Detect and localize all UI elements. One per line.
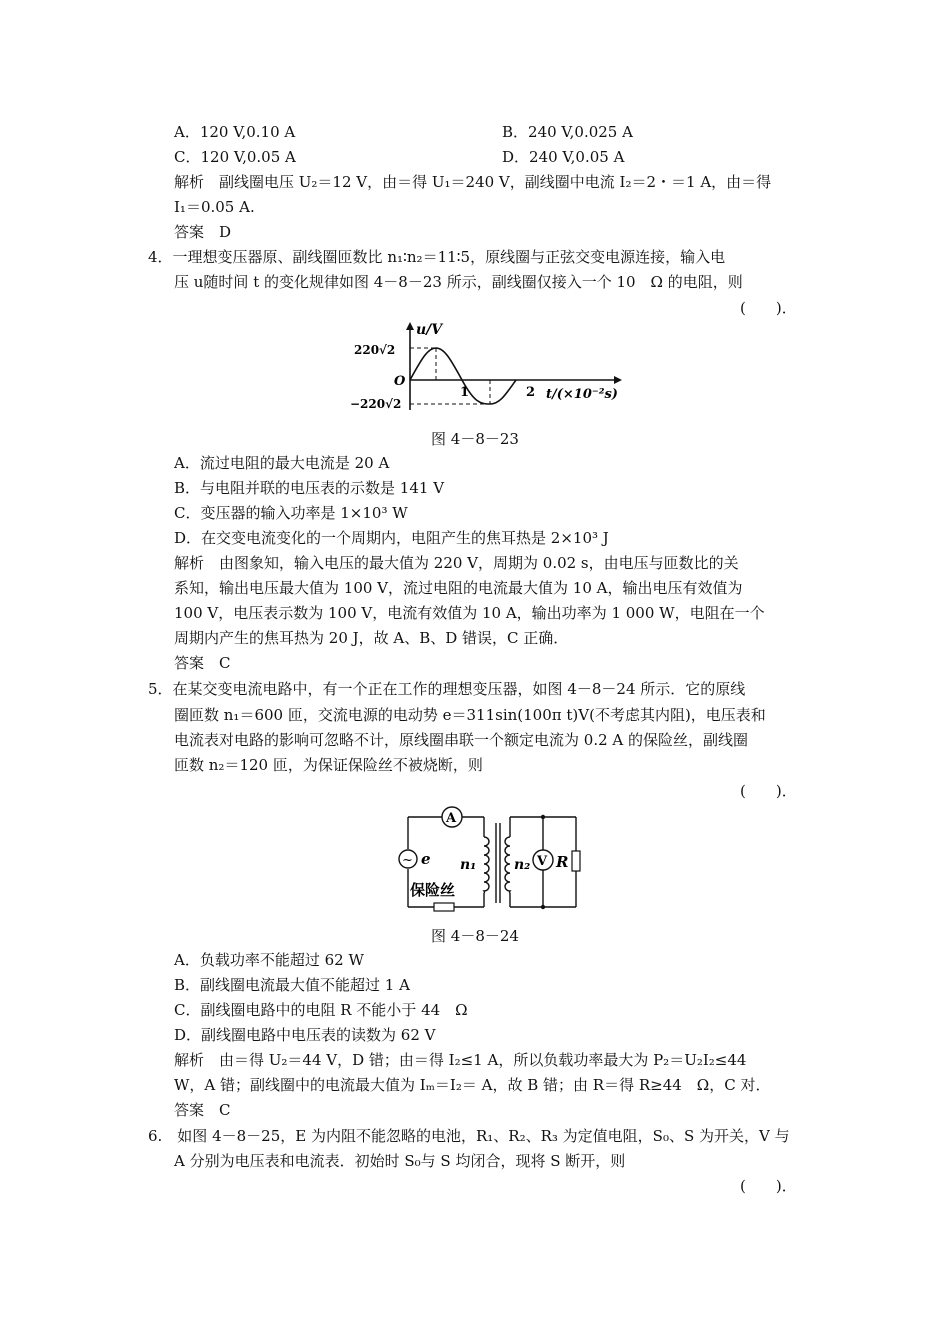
figure-y-max-label: 220√2: [354, 343, 396, 357]
q4-stem-line-2: 压 u随时间 t 的变化规律如图 4－8－23 所示，副线圈仅接入一个 10 Ω 的电阻，则: [174, 273, 743, 291]
q4-analysis-line-4: 周期内产生的焦耳热为 20 J，故 A、B、D 错误，C 正确．: [174, 629, 569, 647]
q5-analysis-line-2: W，A 错；副线圈中的电流最大值为 Iₘ＝I₂＝ A，故 B 错；由 R＝得 R≥44 Ω，C 对．: [174, 1076, 771, 1094]
figure-4-8-23: [350, 318, 640, 418]
q3-answer: 答案 D: [174, 223, 232, 241]
q3-option-a: A．120 V,0.10 A: [174, 123, 296, 141]
load-resistor: [572, 851, 580, 871]
q4-option-c: C．变压器的输入功率是 1×10³ W: [174, 504, 408, 522]
q4-answer-bracket: ( )．: [740, 299, 797, 317]
n2-label: n₂: [514, 857, 531, 873]
q5-answer: 答案 C: [174, 1101, 231, 1119]
ammeter-label: A: [446, 811, 457, 826]
q5-option-a: A．负载功率不能超过 62 W: [174, 951, 364, 969]
q4-analysis-line-3: 100 V，电压表示数为 100 V，电流有效值为 10 A，输出功率为 1 000 W，电阻在一个: [174, 604, 765, 622]
q5-answer-bracket: ( )．: [740, 782, 797, 800]
q5-analysis-line-1: 解析 由＝得 U₂＝44 V，D 错；由＝得 I₂≤1 A，所以负载功率最大为 P₂＝U₂I₂≤44: [174, 1051, 747, 1069]
q5-stem-line-3: 电流表对电路的影响可忽略不计，原线圈串联一个额定电流为 0.2 A 的保险丝，副线圈: [174, 731, 748, 749]
q4-stem-line-1: 4．一理想变压器原、副线圈匝数比 n₁∶n₂＝11∶5，原线圈与正弦交变电源连接，输入电: [148, 248, 726, 266]
figure-4-8-23-caption: 图 4－8－23: [431, 430, 519, 448]
figure-4-8-24-circuit: [396, 803, 586, 915]
q5-stem-line-4: 匝数 n₂＝120 匝，为保证保险丝不被烧断，则: [174, 756, 483, 774]
figure-y-min-label: −220√2: [350, 397, 402, 411]
n1-label: n₁: [460, 857, 477, 873]
q5-option-c: C．副线圈电路中的电阻 R 不能小于 44 Ω: [174, 1001, 468, 1019]
q5-option-b: B．副线圈电流最大值不能超过 1 A: [174, 976, 410, 994]
q4-answer: 答案 C: [174, 654, 231, 672]
figure-tick-2: 2: [526, 385, 536, 400]
ac-source-symbol: ~: [402, 853, 413, 868]
q5-option-d: D．副线圈电路中电压表的读数为 62 V: [174, 1026, 436, 1044]
figure-origin-label: O: [394, 374, 406, 389]
q3-option-b: B．240 V,0.025 A: [502, 123, 633, 141]
q3-analysis-line-1: 解析 副线圈电压 U₂＝12 V，由＝得 U₁＝240 V，副线圈中电流 I₂＝2・＝1 A，由＝得: [174, 173, 772, 191]
q3-analysis-line-2: I₁＝0.05 A.: [174, 198, 255, 216]
figure-4-8-24-caption: 图 4－8－24: [431, 927, 519, 945]
resistor-label: R: [556, 853, 569, 871]
q3-option-c: C．120 V,0.05 A: [174, 148, 296, 166]
q4-option-b: B．与电阻并联的电压表的示数是 141 V: [174, 479, 445, 497]
q4-option-a: A．流过电阻的最大电流是 20 A: [174, 454, 390, 472]
q4-analysis-line-2: 系知，输出电压最大值为 100 V，流过电阻的电流最大值为 10 A，输出电压有效值为: [174, 579, 743, 597]
q4-analysis-line-1: 解析 由图象知，输入电压的最大值为 220 V，周期为 0.02 s，由电压与匝数比的关: [174, 554, 739, 572]
figure-y-axis-label: u/V: [416, 322, 443, 338]
q4-option-d: D．在交变电流变化的一个周期内，电阻产生的焦耳热是 2×10³ J: [174, 529, 609, 547]
q5-stem-line-2: 圈匝数 n₁＝600 匝，交流电源的电动势 e＝311sin(100π t)V(不考虑其内阻)，电压表和: [174, 706, 766, 724]
q6-stem-line-1: 6. 如图 4－8－25，E 为内阻不能忽略的电池，R₁、R₂、R₃ 为定值电阻，S₀、S 为开关，V 与: [148, 1127, 790, 1145]
primary-coil: [484, 837, 489, 893]
figure-tick-1: 1: [460, 385, 470, 400]
secondary-coil: [505, 837, 510, 893]
figure-x-axis-label: t/(×10⁻²s): [546, 387, 618, 402]
fuse-label: 保险丝: [410, 881, 456, 899]
q6-stem-line-2: A 分别为电压表和电流表．初始时 S₀与 S 均闭合，现将 S 断开，则: [174, 1152, 626, 1170]
q6-answer-bracket: ( )．: [740, 1177, 797, 1195]
voltmeter-label: V: [537, 854, 548, 869]
q3-option-d: D．240 V,0.05 A: [502, 148, 625, 166]
fuse: [434, 903, 454, 911]
emf-label: e: [421, 850, 431, 868]
q5-stem-line-1: 5．在某交变电流电路中，有一个正在工作的理想变压器，如图 4－8－24 所示．它的原线: [148, 680, 746, 698]
